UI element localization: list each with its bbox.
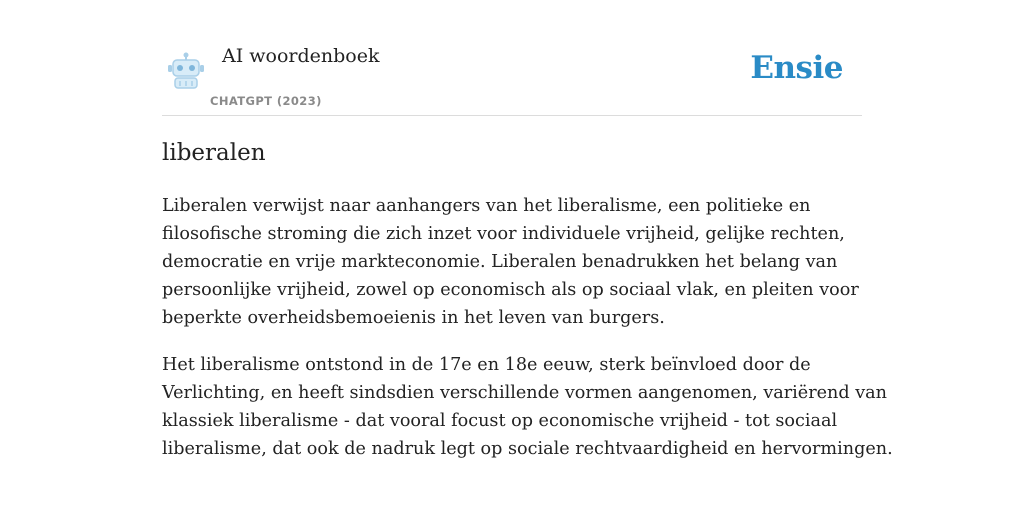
definition-line: Het liberalisme ontstond in de 17e en 18e eeuw, sterk beïnvloed door de [162,355,811,375]
definition-line: Verlichting, en heeft sindsdien verschillende vormen aangenomen, variërend van [162,383,887,403]
card-header [162,0,862,116]
entry-term: liberalen [162,140,266,166]
definition-line: klassiek liberalisme - dat vooral focust op economische vrijheid - tot sociaal [162,411,838,431]
definition-line: Liberalen verwijst naar aanhangers van het liberalisme, een politieke en [162,196,811,216]
definition-text [162,192,893,482]
definition-line: beperkte overheidsbemoeienis in het leven van burgers. [162,308,665,328]
brand-logo[interactable]: Ensie [750,50,843,86]
source-subtitle: CHATGPT (2023) [210,94,322,108]
definition-card [162,0,893,459]
definition-paragraph-2 [162,351,893,463]
definition-line: democratie en vrije markteconomie. Liberalen benadrukken het belang van [162,252,838,272]
definition-line: filosofische stroming die zich inzet voor individuele vrijheid, gelijke rechten, [162,224,845,244]
source-name[interactable]: AI woordenboek [222,45,380,67]
robot-icon [166,52,206,90]
definition-paragraph-1 [162,192,862,332]
definition-line: persoonlijke vrijheid, zowel op economisch als op sociaal vlak, en pleiten voor [162,280,859,300]
definition-line: liberalisme, dat ook de nadruk legt op sociale rechtvaardigheid en hervormingen. [162,439,893,459]
